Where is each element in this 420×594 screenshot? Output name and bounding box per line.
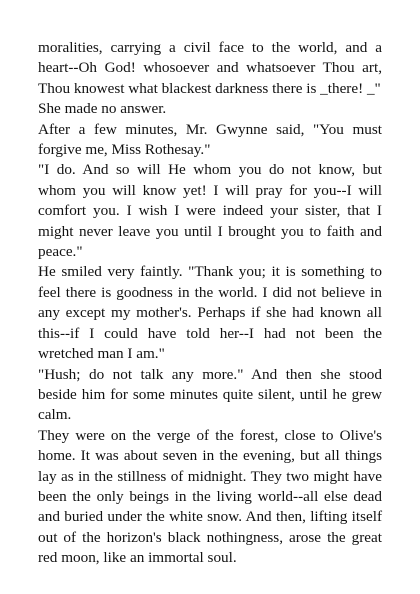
paragraph-1: moralities, carrying a civil face to the world, and a heart--Oh God! whosoever and whatsoever Thou art, Thou knowest what blackest darkness there is _there! _" <box>38 39 382 97</box>
paragraph-2: She made no answer. <box>38 100 167 118</box>
paragraph-5: He smiled very faintly. "Thank you; it is something to feel there is goodness in the world. I did not believe in any except my mother's. Perhaps if she had known all this--if I could have told her--I had not been the wretched man I am." <box>38 263 382 363</box>
paragraph-3: After a few minutes, Mr. Gwynne said, "You must forgive me, Miss Rothesay." <box>38 120 382 159</box>
paragraph-6: "Hush; do not talk any more." And then she stood beside him for some minutes quite silent, until he grew calm. <box>38 365 382 424</box>
paragraph-4: "I do. And so will He whom you do not know, but whom you will know yet! I will pray for you--I will comfort you. I wish I were indeed your sister, that I might never leave you until I brought you to faith and peace." <box>38 161 382 261</box>
paragraph-7: They were on the verge of the forest, close to Olive's home. It was about seven in the evening, but all things lay as in the stillness of midnight. They two might have been the only beings in the living world--all else dead and buried under the white snow. And then, lifting itself out of the horizon's black nothingness, arose the great red moon, like an immortal soul. <box>38 426 382 567</box>
page-text <box>38 38 382 569</box>
